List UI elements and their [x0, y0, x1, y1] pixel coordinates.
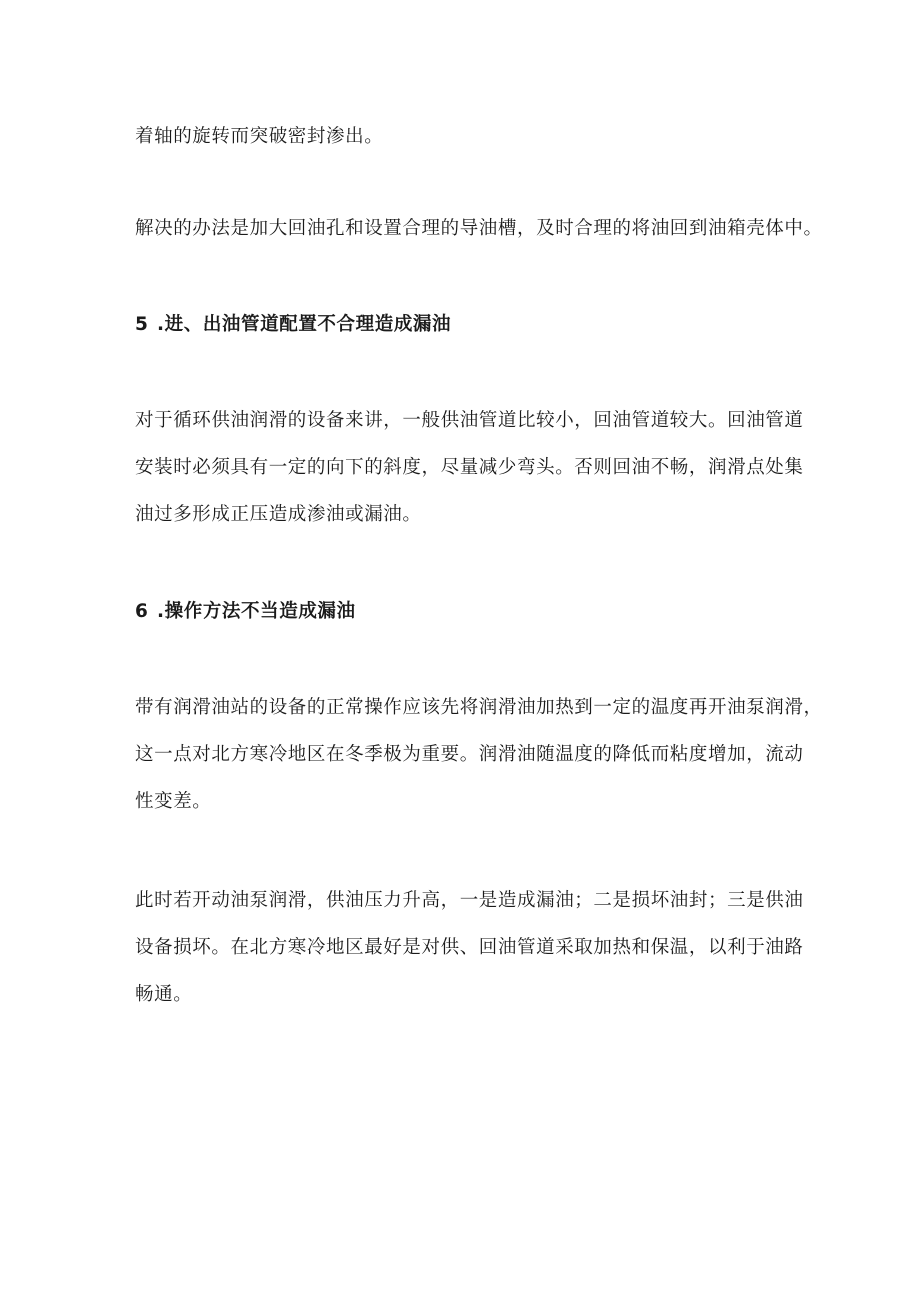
section-number: 5 [135, 314, 149, 335]
text-line: 对于循环供油润滑的设备来讲，一般供油管道比较小，回油管道较大。回油管道 [135, 410, 804, 431]
paragraph-consequences [135, 877, 805, 1018]
paragraph-pipeline [135, 397, 805, 538]
text-line: 带有润滑油站的设备的正常操作应该先将润滑油加热到一定的温度再开油泵润滑， [135, 697, 823, 718]
section-number: 6 [135, 601, 149, 622]
text-line: 此时若开动油泵润滑，供油压力升高，一是造成漏油；二是损坏油封；三是供油 [135, 890, 804, 911]
paragraph-operation [135, 684, 823, 825]
section-title: .进、出油管道配置不合理造成漏油 [157, 314, 452, 335]
text-line: 安装时必须具有一定的向下的斜度，尽量减少弯头。否则回油不畅，润滑点处集 [135, 457, 804, 478]
text-line: 设备损坏。在北方寒冷地区最好是对供、回油管道采取加热和保温，以利于油路 [135, 937, 804, 958]
text-line: 畅通。 [135, 984, 193, 1005]
section-title: .操作方法不当造成漏油 [157, 601, 356, 622]
paragraph-solution [135, 205, 823, 252]
section-heading-6 [135, 588, 805, 635]
section-heading-5 [135, 301, 805, 348]
text-line: 着轴的旋转而突破密封渗出。 [135, 126, 384, 147]
paragraph-shaft-seal [135, 113, 805, 160]
text-line: 这一点对北方寒冷地区在冬季极为重要。润滑油随温度的降低而粘度增加，流动 [135, 744, 804, 765]
text-line: 解决的办法是加大回油孔和设置合理的导油槽，及时合理的将油回到油箱壳体中。 [135, 218, 823, 239]
text-line: 性变差。 [135, 791, 212, 812]
text-line: 油过多形成正压造成渗油或漏油。 [135, 504, 422, 525]
